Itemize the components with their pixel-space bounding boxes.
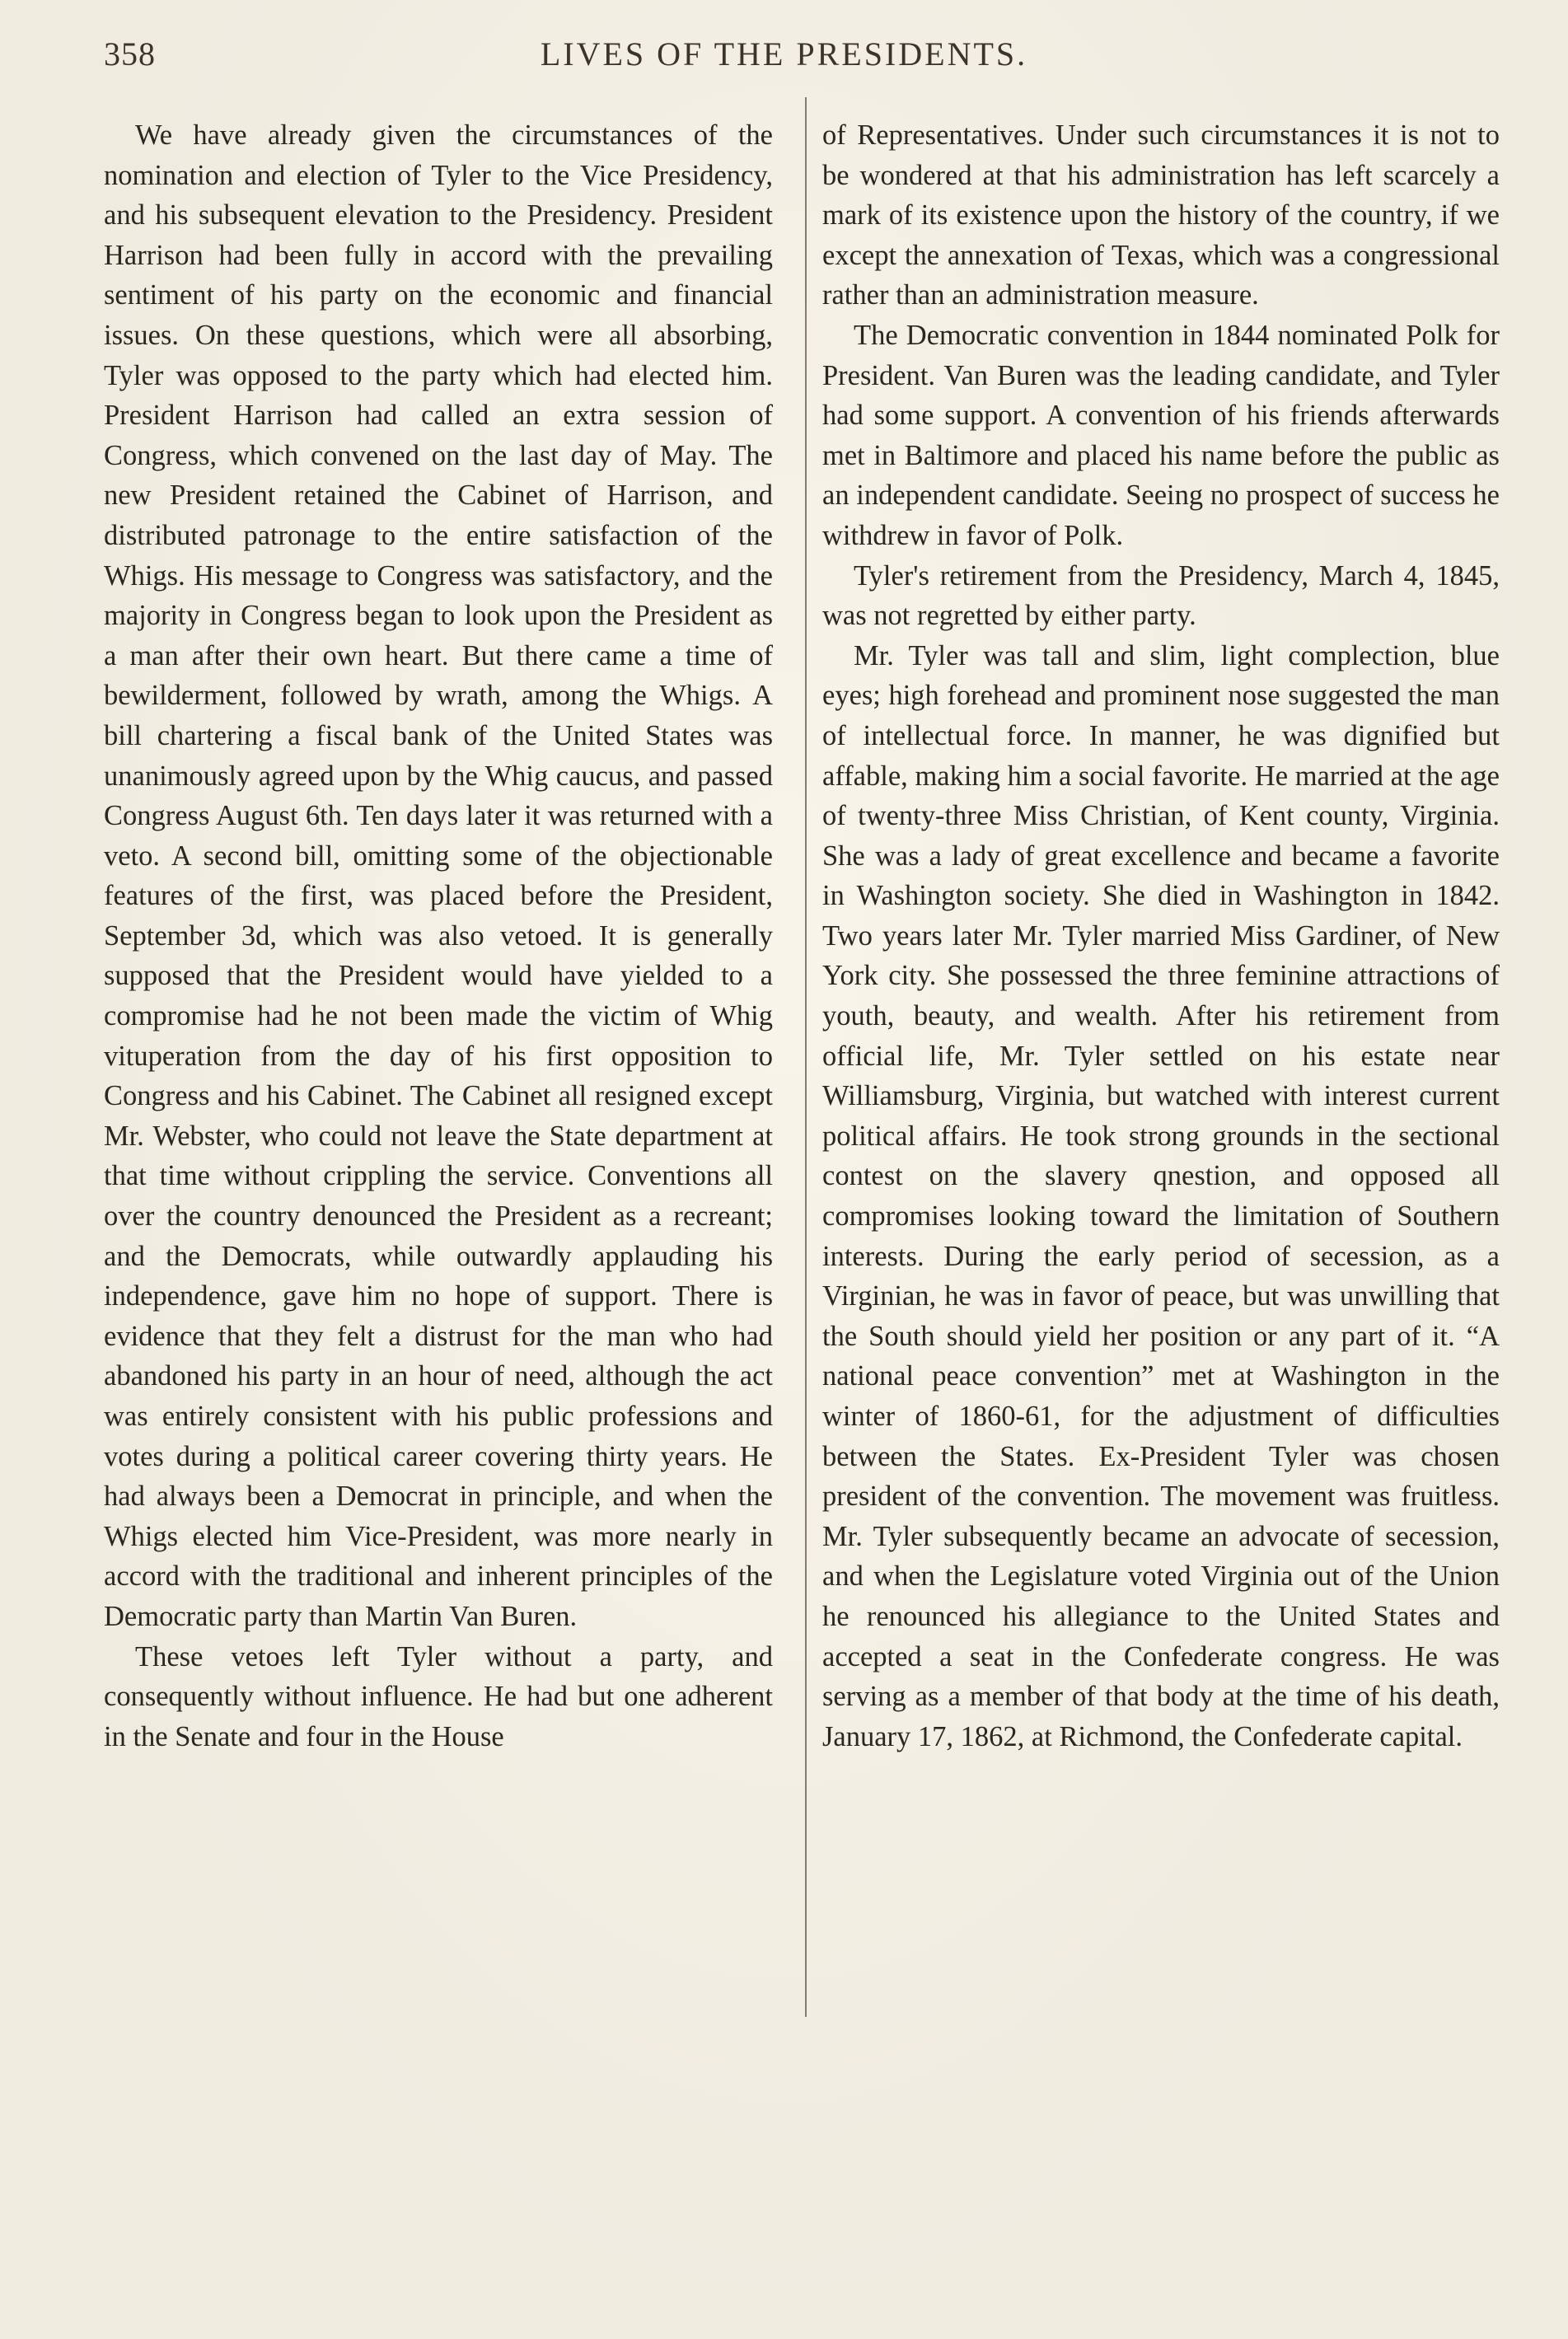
column-divider xyxy=(805,97,807,2017)
right-paragraph-1: of Representatives. Under such circumstances it is not to be wondered at that his administration has left scarcely a mark of its existence upon the history of the country, if we except the annexation of Texas, which was a congressional rather than an administration measure. xyxy=(822,119,1500,311)
left-paragraph-1: We have already given the circumstances of the nomination and election of Tyler to the Vice Presidency, and his subsequent elevation to the Presidency. President Harrison had been fully in accord with the prevailing sentiment of his party on the economic and financial issues. On these questions, which were all absorbing, Tyler was opposed to the party which had elected him. President Harrison had called an extra session of Congress, which convened on the last day of May. The new President retained the Cabinet of Harrison, and distributed patronage to the entire satisfaction of the Whigs. His message to Congress was satisfactory, and the majority in Congress began to look upon the President as a man after their own heart. But there came a time of bewilderment, followed by wrath, among the Whigs. A bill chartering a fiscal bank of the United States was unanimously agreed upon by the Whig caucus, and passed Congress August 6th. Ten days later it was returned with a veto. A second bill, omitting some of the objectionable features of the first, was placed before the President, September 3d, which was also vetoed. It is generally supposed that the President would have yielded to a compromise had he not been made the victim of Whig vituperation from the day of his first opposition to Congress and his Cabinet. The Cabinet all resigned except Mr. Webster, who could not leave the State department at that time without crippling the service. Conventions all over the country denounced the President as a recreant; and the Democrats, while outwardly applauding his independence, gave him no hope of support. There is evidence that they felt a distrust for the man who had abandoned his party in an hour of need, although the act was entirely consistent with his public professions and votes during a political career covering thirty years. He had always been a Democrat in principle, and when the Whigs elected him Vice-President, was more nearly in accord with the traditional and inherent principles of the Democratic party than Martin Van Buren. xyxy=(104,119,773,1632)
right-column xyxy=(822,115,1500,1757)
left-column xyxy=(104,115,773,1757)
running-head: LIVES OF THE PRESIDENTS. xyxy=(540,35,1028,73)
page-number: 358 xyxy=(104,35,156,73)
right-paragraph-4: Mr. Tyler was tall and slim, light complection, blue eyes; high forehead and prominent nose suggested the man of intellectual force. In manner, he was dignified but affable, making him a social favorite. He married at the age of twenty-three Miss Christian, of Kent county, Virginia. She was a lady of great excellence and became a favorite in Washington society. She died in Washington in 1842. Two years later Mr. Tyler married Miss Gardiner, of New York city. She possessed the three feminine attractions of youth, beauty, and wealth. After his retirement from official life, Mr. Tyler settled on his estate near Williamsburg, Virginia, but watched with interest current political affairs. He took strong grounds in the sectional contest on the slavery qnestion, and opposed all compromises looking toward the limitation of Southern interests. During the early period of secession, as a Virginian, he was in favor of peace, but was unwilling that the South should yield her position or any part of it. “A national peace convention” met at Washington in the winter of 1860-61, for the adjustment of difficulties between the States. Ex-President Tyler was chosen president of the convention. The movement was fruitless. Mr. Tyler subsequently became an advocate of secession, and when the Legislature voted Virginia out of the Union he renounced his allegiance to the United States and accepted a seat in the Confederate congress. He was serving as a member of that body at the time of his death, January 17, 1862, at Richmond, the Confederate capital. xyxy=(822,639,1500,1752)
right-paragraph-2: The Democratic convention in 1844 nominated Polk for President. Van Buren was the leading candidate, and Tyler had some support. A convention of his friends afterwards met in Baltimore and placed his name before the public as an independent candidate. Seeing no prospect of success he withdrew in favor of Polk. xyxy=(822,319,1500,551)
left-paragraph-2: These vetoes left Tyler without a party, and consequently without influence. He had but one adherent in the Senate and four in the House xyxy=(104,1640,773,1752)
right-paragraph-3: Tyler's retirement from the Presidency, March 4, 1845, was not regretted by either party. xyxy=(822,559,1500,632)
